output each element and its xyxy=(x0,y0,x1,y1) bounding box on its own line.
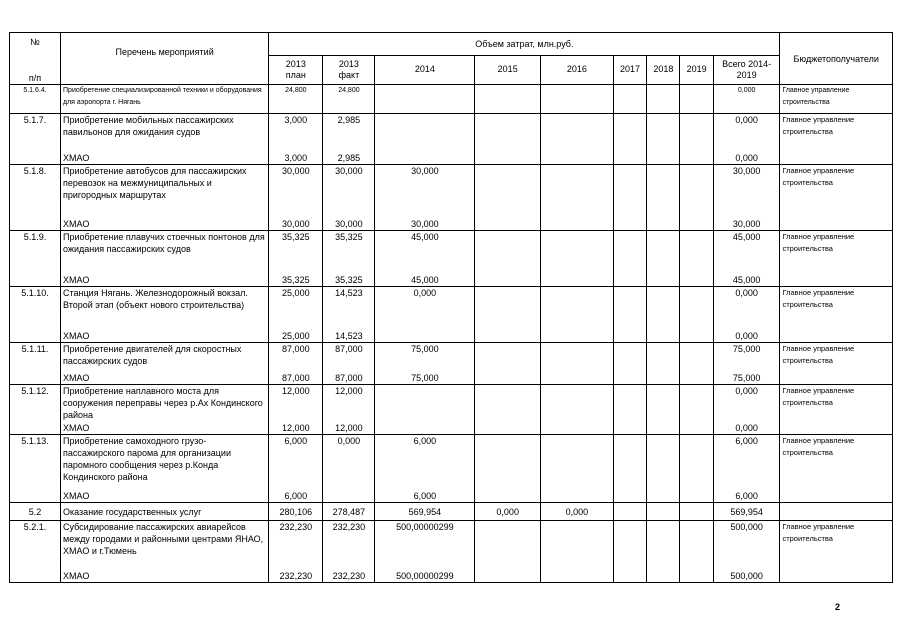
value-empty xyxy=(680,330,713,343)
sub-total: 0,000 xyxy=(713,422,780,435)
item-number: 5.1.11. xyxy=(10,343,61,385)
value-empty xyxy=(540,114,613,152)
value-empty xyxy=(613,152,646,165)
table-row xyxy=(10,422,893,435)
item-name: Приобретение плавучих стоечных понтонов для ожидания пассажирских судов xyxy=(61,231,269,274)
value-empty xyxy=(613,503,646,521)
sub-total: 45,000 xyxy=(713,274,780,287)
header-year: 2017 xyxy=(613,55,646,84)
sub-2014: 45,000 xyxy=(375,274,475,287)
value-empty xyxy=(613,435,646,490)
table-row xyxy=(10,274,893,287)
item-name: Станция Нягань. Железнодорожный вокзал. Второй этап (объект нового строительства) xyxy=(61,287,269,330)
value-empty xyxy=(680,422,713,435)
item-number: 5.1.7. xyxy=(10,114,61,165)
table-row xyxy=(10,152,893,165)
recipient: Главное управление строительства xyxy=(780,114,893,165)
value-2013-fact: 87,000 xyxy=(323,343,375,372)
sub-2013-plan: 25,000 xyxy=(269,330,323,343)
value-empty xyxy=(647,343,680,372)
value-2013-fact: 0,000 xyxy=(323,435,375,490)
value-2014: 75,000 xyxy=(375,343,475,372)
value-empty xyxy=(540,330,613,343)
value-2013-plan: 87,000 xyxy=(269,343,323,372)
value-empty xyxy=(613,570,646,583)
sub-2013-plan: 30,000 xyxy=(269,218,323,231)
recipient: Главное управление строительства xyxy=(780,343,893,385)
sub-2014 xyxy=(375,422,475,435)
value-2014: 6,000 xyxy=(375,435,475,490)
table-row xyxy=(10,385,893,422)
value-2013-plan: 24,800 xyxy=(269,85,323,114)
value-empty xyxy=(647,152,680,165)
value-empty xyxy=(475,274,541,287)
header-year: 2015 xyxy=(475,55,541,84)
value-empty xyxy=(613,385,646,422)
value-total: 0,000 xyxy=(713,85,780,114)
table-row xyxy=(10,231,893,274)
value-empty xyxy=(680,385,713,422)
value-empty xyxy=(680,503,713,521)
value-empty xyxy=(475,231,541,274)
sub-total: 30,000 xyxy=(713,218,780,231)
recipient: Главное управление строительства xyxy=(780,435,893,503)
item-name: Приобретение самоходного грузо-пассажирского парома для организации паромного сообщения через р.Конда Кондинского района xyxy=(61,435,269,490)
sub-2013-fact: 14,523 xyxy=(323,330,375,343)
value-2014: 0,000 xyxy=(375,287,475,330)
value-empty xyxy=(647,570,680,583)
value-empty xyxy=(613,114,646,152)
budget-table xyxy=(9,32,893,583)
value-empty xyxy=(540,372,613,385)
sub-total: 0,000 xyxy=(713,152,780,165)
value-2013-fact: 2,985 xyxy=(323,114,375,152)
header-year: Всего 2014- 2019 xyxy=(713,55,780,84)
value-empty xyxy=(613,85,646,114)
value-empty xyxy=(475,85,541,114)
total-2015: 0,000 xyxy=(475,503,541,521)
value-empty xyxy=(540,274,613,287)
recipient: Главное управление строительства xyxy=(780,231,893,287)
value-empty xyxy=(680,231,713,274)
total-2014: 569,954 xyxy=(375,503,475,521)
table-row xyxy=(10,490,893,503)
total-2016: 0,000 xyxy=(540,503,613,521)
item-name: Субсидирование пассажирских авиарейсов между городами и районными центрами ЯНАО, ХМАО и г.Тюмень xyxy=(61,521,269,570)
value-empty xyxy=(647,287,680,330)
value-2013-plan: 25,000 xyxy=(269,287,323,330)
value-total: 75,000 xyxy=(713,343,780,372)
value-2013-fact: 232,230 xyxy=(323,521,375,570)
table-row xyxy=(10,218,893,231)
value-empty xyxy=(647,165,680,218)
sub-total: 6,000 xyxy=(713,490,780,503)
sub-2013-plan: 12,000 xyxy=(269,422,323,435)
table-row xyxy=(10,330,893,343)
recipient: Главное управление строительства xyxy=(780,165,893,231)
item-subregion: ХМАО xyxy=(61,372,269,385)
item-name: Приобретение наплавного моста для сооружения переправы через р.Ах Кондинского района xyxy=(61,385,269,422)
value-empty xyxy=(647,385,680,422)
value-empty xyxy=(540,570,613,583)
value-2014 xyxy=(375,114,475,152)
value-empty xyxy=(613,218,646,231)
value-empty xyxy=(613,231,646,274)
value-empty xyxy=(680,85,713,114)
sub-2013-plan: 3,000 xyxy=(269,152,323,165)
value-empty xyxy=(540,218,613,231)
value-empty xyxy=(475,114,541,152)
value-2013-plan: 6,000 xyxy=(269,435,323,490)
total-name: Оказание государственных услуг xyxy=(61,503,269,521)
item-subregion: ХМАО xyxy=(61,422,269,435)
value-empty xyxy=(540,85,613,114)
value-empty xyxy=(475,570,541,583)
table-row xyxy=(10,435,893,490)
header-no: № xyxy=(30,37,40,47)
sub-2013-plan: 6,000 xyxy=(269,490,323,503)
value-empty xyxy=(780,503,893,521)
value-total: 0,000 xyxy=(713,287,780,330)
total-all: 569,954 xyxy=(713,503,780,521)
table-row xyxy=(10,85,893,114)
value-empty xyxy=(613,372,646,385)
item-name: Приобретение мобильных пассажирских павильонов для ожидания судов xyxy=(61,114,269,152)
item-subregion: ХМАО xyxy=(61,570,269,583)
value-empty xyxy=(680,152,713,165)
value-2013-plan: 232,230 xyxy=(269,521,323,570)
value-empty xyxy=(680,343,713,372)
sub-2013-fact: 12,000 xyxy=(323,422,375,435)
value-2013-plan: 3,000 xyxy=(269,114,323,152)
table-row xyxy=(10,114,893,152)
value-empty xyxy=(680,435,713,490)
value-2014: 30,000 xyxy=(375,165,475,218)
value-empty xyxy=(540,231,613,274)
item-subregion: ХМАО xyxy=(61,490,269,503)
sub-total: 75,000 xyxy=(713,372,780,385)
item-number: 5.1.10. xyxy=(10,287,61,343)
page-number: 2 xyxy=(835,602,841,612)
item-subregion: ХМАО xyxy=(61,330,269,343)
value-empty xyxy=(613,521,646,570)
value-empty xyxy=(647,422,680,435)
value-total: 0,000 xyxy=(713,385,780,422)
value-empty xyxy=(613,330,646,343)
value-total: 500,000 xyxy=(713,521,780,570)
item-number: 5.1.12. xyxy=(10,385,61,435)
header-pp: п/п xyxy=(28,73,42,83)
item-name: Приобретение автобусов для пассажирских перевозок на межмуниципальных и пригородных маршрутах xyxy=(61,165,269,218)
table-row xyxy=(10,570,893,583)
table-row-total xyxy=(10,503,893,521)
total-2013-fact: 278,487 xyxy=(323,503,375,521)
value-empty xyxy=(540,343,613,372)
value-empty xyxy=(647,85,680,114)
item-number: 5.1.8. xyxy=(10,165,61,231)
item-number: 5.2.1. xyxy=(10,521,61,583)
value-empty xyxy=(540,165,613,218)
value-empty xyxy=(540,521,613,570)
value-2014: 500,00000299 xyxy=(375,521,475,570)
value-empty xyxy=(540,152,613,165)
sub-2014 xyxy=(375,152,475,165)
value-empty xyxy=(613,274,646,287)
sub-2014: 500,00000299 xyxy=(375,570,475,583)
value-2014: 45,000 xyxy=(375,231,475,274)
sub-2013-fact: 30,000 xyxy=(323,218,375,231)
value-empty xyxy=(475,152,541,165)
value-empty xyxy=(475,385,541,422)
sub-2013-fact xyxy=(323,490,375,503)
recipient: Главное управление строительства xyxy=(780,85,893,114)
value-empty xyxy=(475,343,541,372)
sub-2014: 30,000 xyxy=(375,218,475,231)
item-name: Приобретение двигателей для скоростных пассажирских судов xyxy=(61,343,269,372)
table-row xyxy=(10,343,893,372)
value-empty xyxy=(680,165,713,218)
value-2013-fact: 30,000 xyxy=(323,165,375,218)
value-empty xyxy=(540,490,613,503)
value-empty xyxy=(475,165,541,218)
value-total: 6,000 xyxy=(713,435,780,490)
value-empty xyxy=(475,422,541,435)
value-empty xyxy=(647,503,680,521)
value-empty xyxy=(475,330,541,343)
header-year: 2013 план xyxy=(269,55,323,84)
value-empty xyxy=(540,287,613,330)
value-2013-fact: 24,800 xyxy=(323,85,375,114)
value-empty xyxy=(475,521,541,570)
value-empty xyxy=(680,570,713,583)
value-empty xyxy=(540,385,613,422)
sub-2013-fact: 2,985 xyxy=(323,152,375,165)
sub-2013-fact: 87,000 xyxy=(323,372,375,385)
recipient: Главное управление строительства xyxy=(780,521,893,583)
header-year: 2018 xyxy=(647,55,680,84)
value-empty xyxy=(680,218,713,231)
value-2013-fact: 35,325 xyxy=(323,231,375,274)
value-empty xyxy=(613,165,646,218)
value-empty xyxy=(647,490,680,503)
value-2013-plan: 30,000 xyxy=(269,165,323,218)
recipient: Главное управление строительства xyxy=(780,385,893,435)
sub-2014: 75,000 xyxy=(375,372,475,385)
value-empty xyxy=(647,231,680,274)
header-year: 2019 xyxy=(680,55,713,84)
header-year: 2014 xyxy=(375,55,475,84)
item-name: Приобретение специализированной техники и оборудования для аэропорта г. Нягань xyxy=(61,85,269,114)
header-number xyxy=(10,33,61,85)
item-subregion: ХМАО xyxy=(61,274,269,287)
total-number: 5.2 xyxy=(10,503,61,521)
value-2013-plan: 12,000 xyxy=(269,385,323,422)
value-empty xyxy=(613,287,646,330)
value-empty xyxy=(680,372,713,385)
value-empty xyxy=(680,521,713,570)
item-subregion: ХМАО xyxy=(61,152,269,165)
value-2013-fact: 14,523 xyxy=(323,287,375,330)
sub-2013-fact: 35,325 xyxy=(323,274,375,287)
table-row xyxy=(10,521,893,570)
item-number: 5.1.9. xyxy=(10,231,61,287)
sub-2013-plan: 87,000 xyxy=(269,372,323,385)
value-empty xyxy=(475,490,541,503)
header-year: 2016 xyxy=(540,55,613,84)
table-row xyxy=(10,287,893,330)
sub-2014: 6,000 xyxy=(375,490,475,503)
value-empty xyxy=(613,422,646,435)
value-2014 xyxy=(375,385,475,422)
total-2013-plan: 280,106 xyxy=(269,503,323,521)
table-row xyxy=(10,165,893,218)
item-number: 5.1.6.4. xyxy=(10,85,61,114)
value-2013-plan: 35,325 xyxy=(269,231,323,274)
header-list: Перечень мероприятий xyxy=(61,33,269,85)
value-empty xyxy=(647,274,680,287)
sub-2013-fact: 232,230 xyxy=(323,570,375,583)
item-number: 5.1.13. xyxy=(10,435,61,503)
value-total: 30,000 xyxy=(713,165,780,218)
value-empty xyxy=(475,287,541,330)
value-empty xyxy=(680,114,713,152)
value-2013-fact: 12,000 xyxy=(323,385,375,422)
item-subregion: ХМАО xyxy=(61,218,269,231)
value-2014 xyxy=(375,85,475,114)
header-recipients: Бюджетополучатели xyxy=(780,33,893,85)
value-empty xyxy=(680,490,713,503)
value-empty xyxy=(647,521,680,570)
value-empty xyxy=(475,218,541,231)
sub-total: 0,000 xyxy=(713,330,780,343)
value-empty xyxy=(680,287,713,330)
value-empty xyxy=(613,343,646,372)
value-empty xyxy=(475,435,541,490)
value-total: 45,000 xyxy=(713,231,780,274)
recipient: Главное управление строительства xyxy=(780,287,893,343)
value-empty xyxy=(647,114,680,152)
value-empty xyxy=(475,372,541,385)
value-empty xyxy=(613,490,646,503)
value-empty xyxy=(680,274,713,287)
value-empty xyxy=(647,372,680,385)
value-empty xyxy=(647,330,680,343)
value-total: 0,000 xyxy=(713,114,780,152)
table-row xyxy=(10,372,893,385)
header-cost: Объем затрат, млн.руб. xyxy=(269,33,780,56)
sub-2013-plan: 35,325 xyxy=(269,274,323,287)
value-empty xyxy=(647,435,680,490)
sub-2013-plan: 232,230 xyxy=(269,570,323,583)
sub-total: 500,000 xyxy=(713,570,780,583)
value-empty xyxy=(647,218,680,231)
value-empty xyxy=(540,422,613,435)
header-year: 2013 факт xyxy=(323,55,375,84)
sub-2014 xyxy=(375,330,475,343)
value-empty xyxy=(540,435,613,490)
